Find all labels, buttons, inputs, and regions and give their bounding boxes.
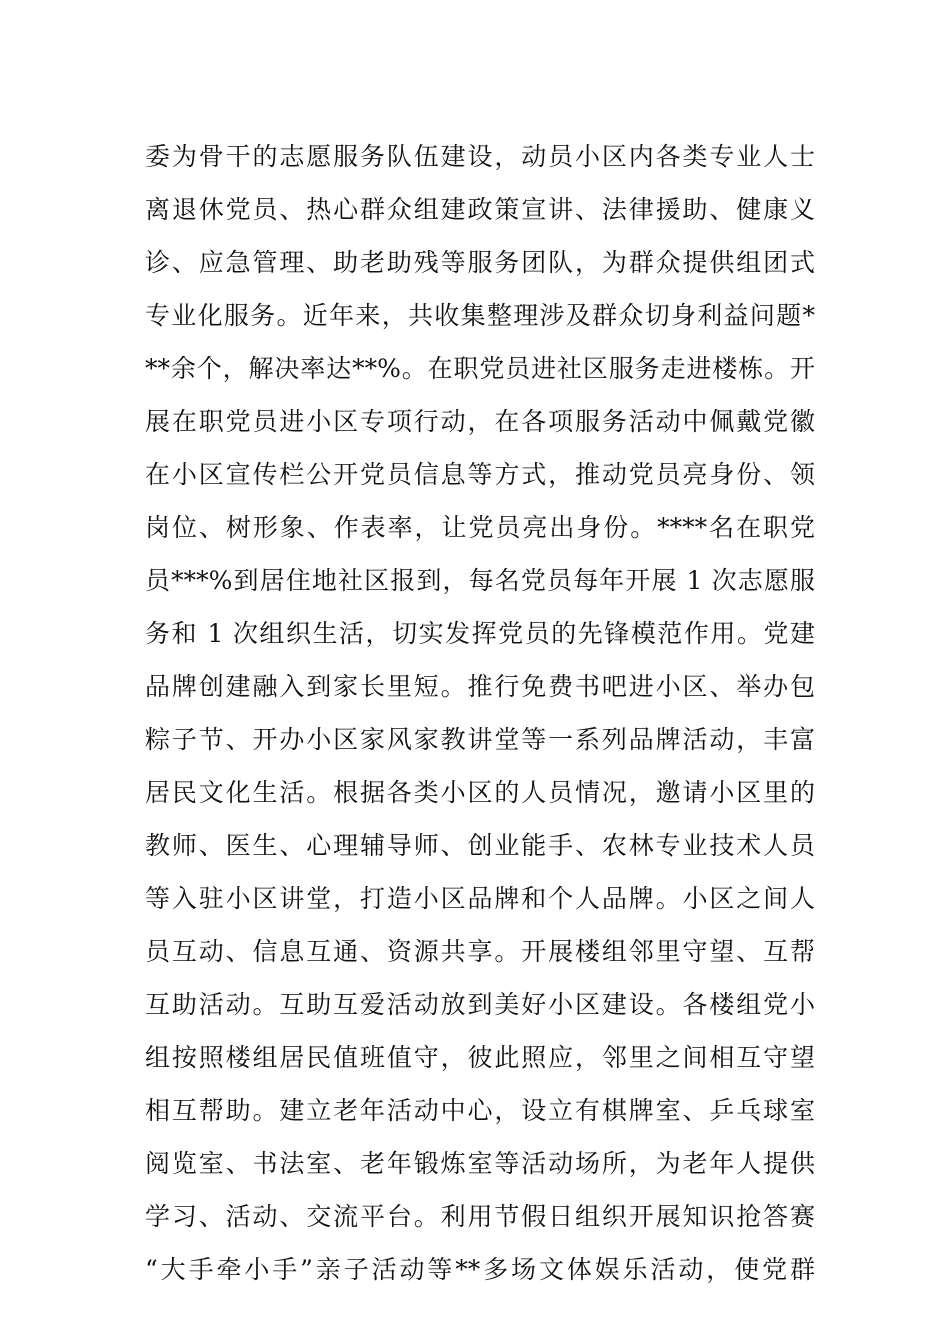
text-line: 等入驻小区讲堂，打造小区品牌和个人品牌。小区之间人 bbox=[145, 884, 815, 913]
text-line: 组按照楼组居民值班值守，彼此照应，邻里之间相互守望 bbox=[145, 1043, 815, 1072]
text-line: 粽子节、开办小区家风家教讲堂等一系列品牌活动，丰富 bbox=[145, 725, 815, 754]
text-line: 员***%到居住地社区报到，每名党员每年开展 1 次志愿服 bbox=[145, 566, 815, 595]
text-line: **余个，解决率达**%。在职党员进社区服务走进楼栋。开 bbox=[145, 354, 815, 383]
text-line: 品牌创建融入到家长里短。推行免费书吧进小区、举办包 bbox=[145, 672, 815, 701]
text-line: 专业化服务。近年来，共收集整理涉及群众切身利益问题* bbox=[145, 301, 815, 330]
text-line: 离退休党员、热心群众组建政策宣讲、法律援助、健康义 bbox=[145, 195, 815, 224]
text-line: 阅览室、书法室、老年锻炼室等活动场所，为老年人提供 bbox=[145, 1149, 815, 1178]
text-line: 务和 1 次组织生活，切实发挥党员的先锋模范作用。党建 bbox=[145, 619, 815, 648]
text-line: 展在职党员进小区专项行动，在各项服务活动中佩戴党徽 bbox=[145, 407, 815, 436]
text-line: 学习、活动、交流平台。利用节假日组织开展知识抢答赛 bbox=[145, 1202, 815, 1231]
text-line: 委为骨干的志愿服务队伍建设，动员小区内各类专业人士 bbox=[145, 142, 815, 171]
text-line: 互助活动。互助互爱活动放到美好小区建设。各楼组党小 bbox=[145, 990, 815, 1019]
text-line: 相互帮助。建立老年活动中心，设立有棋牌室、乒乓球室 bbox=[145, 1096, 815, 1125]
text-line: 诊、应急管理、助老助残等服务团队，为群众提供组团式 bbox=[145, 248, 815, 277]
document-body bbox=[145, 130, 815, 1296]
text-line: 居民文化生活。根据各类小区的人员情况，邀请小区里的 bbox=[145, 778, 815, 807]
text-line: 员互动、信息互通、资源共享。开展楼组邻里守望、互帮 bbox=[145, 937, 815, 966]
text-line: 教师、医生、心理辅导师、创业能手、农林专业技术人员 bbox=[145, 831, 815, 860]
text-line: 在小区宣传栏公开党员信息等方式，推动党员亮身份、领 bbox=[145, 460, 815, 489]
text-line: “大手牵小手”亲子活动等**多场文体娱乐活动，使党群 bbox=[145, 1255, 815, 1284]
text-line: 岗位、树形象、作表率，让党员亮出身份。****名在职党 bbox=[145, 513, 815, 542]
